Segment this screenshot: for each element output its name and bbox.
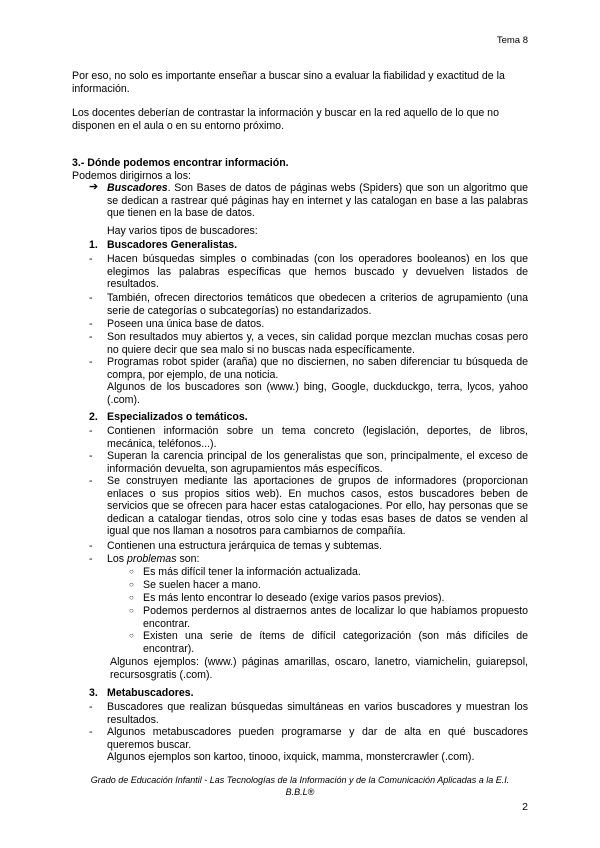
type-number: 1. (89, 239, 98, 251)
list-item: Programas robot spider (araña) que no disciernen, no saben diferenciar tu búsqueda de compra, por ejemplo, de una noticia. (107, 356, 528, 381)
buscadores-term: Buscadores (107, 182, 168, 194)
problems-lead-prefix: Los (107, 553, 128, 565)
dash-bullet: - (89, 292, 93, 304)
types-lead: Hay varios tipos de buscadores: (107, 225, 258, 237)
type-title: Metabuscadores. (107, 687, 194, 699)
dash-bullet: - (89, 553, 93, 565)
buscadores-definition (107, 182, 528, 220)
problem-item: Se suelen hacer a mano. (143, 579, 261, 591)
list-item: Algunos metabuscadores pueden programarse y dar de alta en qué buscadores queremos buscar. (107, 726, 528, 751)
intro-paragraph-2: Los docentes deberían de contrastar la información y buscar en la red aquello de lo que no disponen en el aula o en su entorno próximo. (72, 107, 499, 132)
dash-bullet: - (89, 356, 93, 368)
circle-bullet-icon: ○ (129, 580, 134, 589)
examples-text: Algunos ejemplos: (www.) páginas amarillas, oscaro, lanetro, viamichelin, guiarepsol, recursosgratis (.com). (110, 656, 528, 681)
problems-word: problemas (127, 553, 177, 565)
list-item: Se construyen mediante las aportaciones de grupos de informadores (proporcionan enlaces o sus propios sitios web). En muchos casos, estos buscadores beben de servicios que se ofrecen para hacer estas catalogaciones. Por ello, hay personas que se dedican a catalogar tiendas, otros solo cine y todas esas bases de datos se venden al igual que nos llaman a nosotros para cambiarnos de compañía. (107, 475, 528, 538)
header-topic: Tema 8 (496, 35, 528, 46)
list-item: Son resultados muy abiertos y, a veces, sin calidad porque mezclan muchas cosas pero no quiere decir que sea malo si no buscas nada específicamente. (107, 331, 528, 356)
examples-text: Algunos de los buscadores son (www.) bing, Google, duckduckgo, terra, lycos, yahoo (.com). (107, 381, 528, 406)
section-lead: Podemos dirigirnos a los: (72, 170, 191, 182)
section-title: 3.- Dónde podemos encontrar información. (72, 157, 289, 169)
intro-paragraph-1: Por eso, no solo es importante enseñar a buscar sino a evaluar la fiabilidad y exactitud de la información. (72, 70, 505, 95)
list-item: También, ofrecen directorios temáticos que obedecen a criterios de agrupamiento (una serie de categorías o subcategorías) no estandarizados. (107, 292, 528, 317)
footer-author: B.B.L® (285, 787, 315, 797)
dash-bullet: - (89, 726, 93, 738)
dash-bullet: - (89, 331, 93, 343)
problems-lead-suffix: son: (176, 553, 200, 565)
dash-bullet: - (89, 425, 93, 437)
list-item: Superan la carencia principal de los generalistas que son, principalmente, el exceso de información devuelta, son agrupamientos más específicos. (107, 450, 528, 475)
problem-item: Podemos perdernos al distraernos antes de localizar lo que habíamos propuesto encontrar. (143, 605, 528, 630)
circle-bullet-icon: ○ (129, 593, 134, 602)
footer-course: Grado de Educación Infantil - Las Tecnologías de la Información y de la Comunicación Aplicadas a la E.I. (90, 775, 510, 785)
list-item: Contienen información sobre un tema concreto (legislación, deportes, de libros, mecánica, teléfonos...). (107, 425, 528, 450)
type-title: Buscadores Generalistas. (107, 239, 238, 251)
type-title: Especializados o temáticos. (107, 411, 248, 423)
list-item: Hacen búsquedas simples o combinadas (con los operadores booleanos) en los que elegimos las palabras específicas que hemos buscado y devuelven listados de resultados. (107, 253, 528, 291)
dash-bullet: - (89, 475, 93, 487)
circle-bullet-icon: ○ (129, 567, 134, 576)
problems-lead (107, 553, 528, 566)
buscadores-text: . Son Bases de datos de páginas webs (Spiders) que son un algoritmo que se dedican a rastrear qué páginas hay en internet y las catalogan en base a las palabras que tienen en la base de datos. (107, 182, 528, 220)
list-item: Poseen una única base de datos. (107, 318, 265, 330)
list-item: Contienen una estructura jerárquica de temas y subtemas. (107, 540, 382, 552)
examples-text: Algunos ejemplos son kartoo, tinooo, ixquick, mamma, monstercrawler (.com). (107, 751, 475, 763)
circle-bullet-icon: ○ (129, 631, 134, 640)
circle-bullet-icon: ○ (129, 606, 134, 615)
dash-bullet: - (89, 253, 93, 265)
page-number: 2 (522, 801, 528, 813)
dash-bullet: - (89, 318, 93, 330)
type-number: 2. (89, 411, 98, 423)
problem-item: Es más lento encontrar lo deseado (exige varios pasos previos). (143, 592, 445, 604)
problem-item: Existen una serie de ítems de difícil categorización (son más difíciles de encontrar). (143, 630, 528, 655)
arrow-bullet-icon: ➔ (89, 181, 99, 193)
dash-bullet: - (89, 540, 93, 552)
dash-bullet: - (89, 701, 93, 713)
dash-bullet: - (89, 450, 93, 462)
type-number: 3. (89, 687, 98, 699)
list-item: Buscadores que realizan búsquedas simultáneas en varios buscadores y muestran los resultados. (107, 701, 528, 726)
problem-item: Es más difícil tener la información actualizada. (143, 566, 361, 578)
